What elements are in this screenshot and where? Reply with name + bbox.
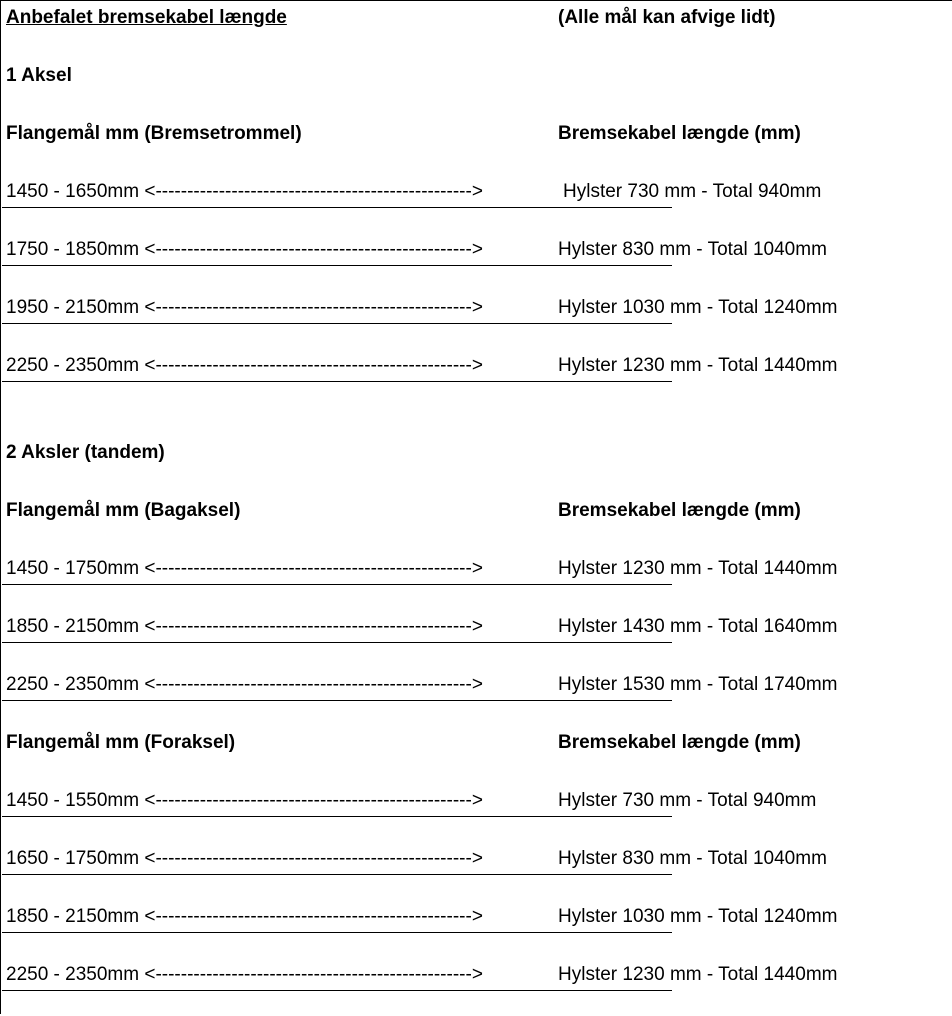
section-heading-2-aksler[interactable]: 2 Aksler (tandem) <box>6 442 165 463</box>
table-row <box>1 349 952 407</box>
arrow-text: <--------------------------------------------------> <box>144 239 483 260</box>
range-value: 1750 - 1850mm <box>6 239 140 260</box>
range-cell[interactable] <box>6 233 483 267</box>
title-row <box>1 1 952 59</box>
table-row <box>1 900 952 958</box>
cell-border <box>2 642 557 643</box>
cell-border <box>2 584 557 585</box>
range-value: 1450 - 1650mm <box>6 181 140 202</box>
cell-border <box>557 700 672 701</box>
arrow-text: <--------------------------------------------------> <box>144 964 483 985</box>
arrow-text: <--------------------------------------------------> <box>144 558 483 579</box>
range-value: 1450 - 1550mm <box>6 790 140 811</box>
range-value: 2250 - 2350mm <box>6 964 140 985</box>
section-heading-1-aksel[interactable]: 1 Aksel <box>6 65 72 86</box>
table-row <box>1 958 952 1016</box>
table-row <box>1 842 952 900</box>
range-value: 2250 - 2350mm <box>6 355 140 376</box>
range-value: 1850 - 2150mm <box>6 616 140 637</box>
range-value: 1450 - 1750mm <box>6 558 140 579</box>
length-cell[interactable]: Hylster 1230 mm - Total 1440mm <box>558 964 838 985</box>
cell-border <box>557 584 672 585</box>
col-header-bremsekabel[interactable]: Bremsekabel længde (mm) <box>558 732 801 753</box>
cell-border <box>2 700 557 701</box>
cell-border <box>557 642 672 643</box>
cell-border <box>557 265 672 266</box>
range-value: 2250 - 2350mm <box>6 674 140 695</box>
col-header-flangemaal[interactable]: Flangemål mm (Bremsetrommel) <box>6 123 302 144</box>
table-row <box>1 291 952 349</box>
range-cell[interactable] <box>6 784 483 818</box>
length-cell[interactable]: Hylster 1030 mm - Total 1240mm <box>558 297 838 318</box>
range-cell[interactable] <box>6 349 483 383</box>
length-cell[interactable]: Hylster 1530 mm - Total 1740mm <box>558 674 838 695</box>
cell-border <box>2 207 557 208</box>
range-cell[interactable] <box>6 958 483 992</box>
column-header-row <box>1 726 952 784</box>
range-cell[interactable] <box>6 668 483 702</box>
arrow-text: <--------------------------------------------------> <box>144 790 483 811</box>
cell-border <box>2 990 557 991</box>
cell-border <box>2 265 557 266</box>
range-cell[interactable] <box>6 842 483 876</box>
table-row <box>1 610 952 668</box>
cell-border <box>2 816 557 817</box>
length-cell[interactable]: Hylster 830 mm - Total 1040mm <box>558 239 827 260</box>
cell-border <box>557 816 672 817</box>
arrow-text: <--------------------------------------------------> <box>144 674 483 695</box>
table-row <box>1 668 952 726</box>
length-cell[interactable]: Hylster 830 mm - Total 1040mm <box>558 848 827 869</box>
arrow-text: <--------------------------------------------------> <box>144 355 483 376</box>
cell-border <box>557 207 672 208</box>
range-cell[interactable] <box>6 610 483 644</box>
cell-border <box>2 381 557 382</box>
length-cell[interactable]: Hylster 730 mm - Total 940mm <box>563 181 822 202</box>
table-row <box>1 784 952 842</box>
arrow-text: <--------------------------------------------------> <box>144 181 483 202</box>
length-cell[interactable]: Hylster 730 mm - Total 940mm <box>558 790 817 811</box>
arrow-text: <--------------------------------------------------> <box>144 616 483 637</box>
arrow-text: <--------------------------------------------------> <box>144 848 483 869</box>
table-row <box>1 175 952 233</box>
page-title[interactable]: Anbefalet bremsekabel længde <box>6 7 287 28</box>
table-row <box>1 552 952 610</box>
range-cell[interactable] <box>6 291 483 325</box>
range-value: 1950 - 2150mm <box>6 297 140 318</box>
cell-border <box>557 932 672 933</box>
range-cell[interactable] <box>6 900 483 934</box>
length-cell[interactable]: Hylster 1430 mm - Total 1640mm <box>558 616 838 637</box>
column-header-row <box>1 117 952 175</box>
cell-border <box>557 990 672 991</box>
table-row <box>1 233 952 291</box>
range-value: 1850 - 2150mm <box>6 906 140 927</box>
column-header-row <box>1 494 952 552</box>
range-value: 1650 - 1750mm <box>6 848 140 869</box>
disclaimer-note[interactable]: (Alle mål kan afvige lidt) <box>558 7 776 28</box>
cell-border <box>2 323 557 324</box>
cell-border <box>2 874 557 875</box>
length-cell[interactable]: Hylster 1030 mm - Total 1240mm <box>558 906 838 927</box>
arrow-text: <--------------------------------------------------> <box>144 906 483 927</box>
arrow-text: <--------------------------------------------------> <box>144 297 483 318</box>
cell-border <box>557 874 672 875</box>
section-heading-row <box>1 59 952 117</box>
range-cell[interactable] <box>6 552 483 586</box>
length-cell[interactable]: Hylster 1230 mm - Total 1440mm <box>558 355 838 376</box>
cell-border <box>557 323 672 324</box>
length-cell[interactable]: Hylster 1230 mm - Total 1440mm <box>558 558 838 579</box>
col-header-bremsekabel[interactable]: Bremsekabel længde (mm) <box>558 123 801 144</box>
section-heading-row <box>1 436 952 494</box>
cell-border <box>2 932 557 933</box>
col-header-flangemaal-bagaksel[interactable]: Flangemål mm (Bagaksel) <box>6 500 241 521</box>
cell-border <box>557 381 672 382</box>
col-header-bremsekabel[interactable]: Bremsekabel længde (mm) <box>558 500 801 521</box>
col-header-flangemaal-foraksel[interactable]: Flangemål mm (Foraksel) <box>6 732 236 753</box>
range-cell[interactable] <box>6 175 483 209</box>
